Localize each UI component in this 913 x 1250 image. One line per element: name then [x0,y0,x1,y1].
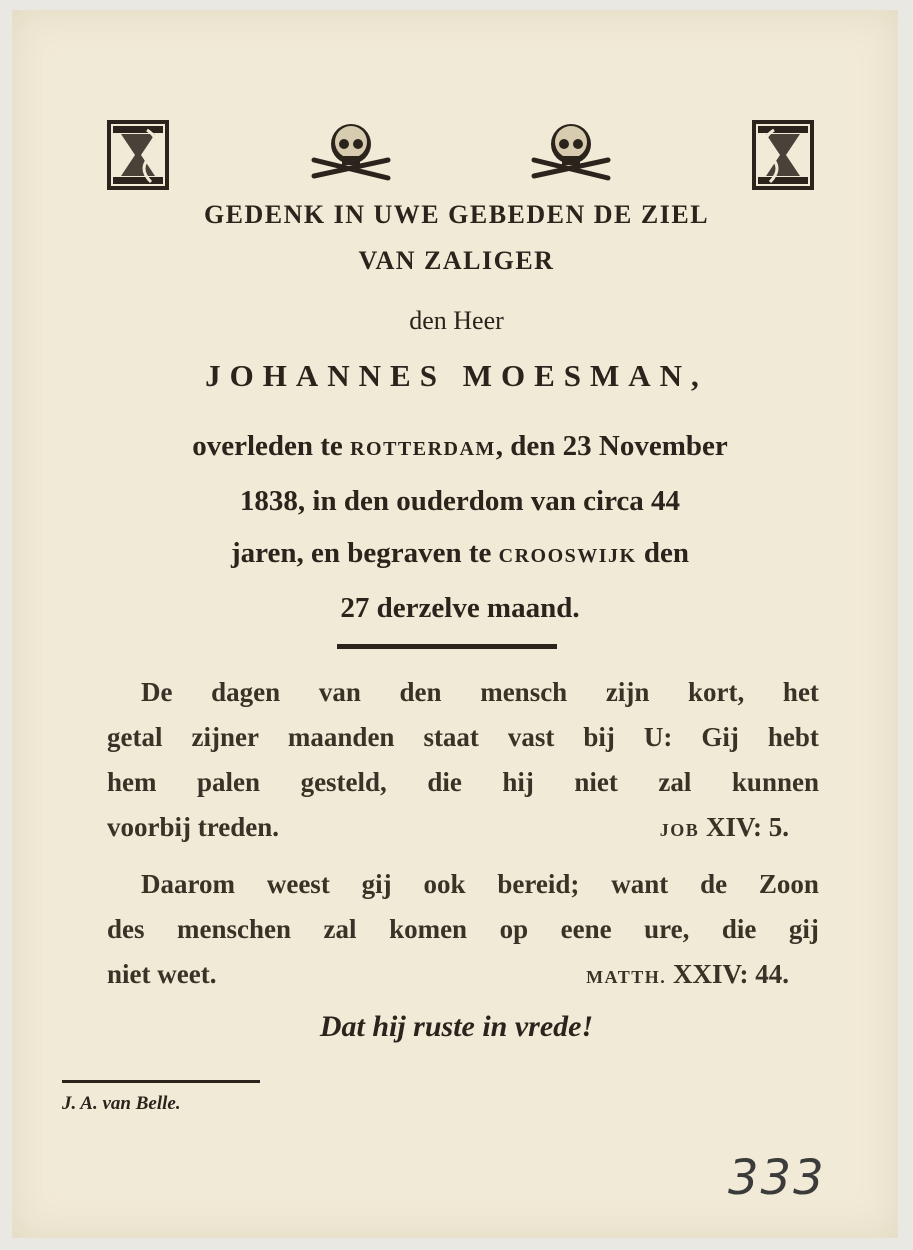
reference-book: MATTH. [586,967,667,987]
heading-line-2: VAN ZALIGER [358,246,555,275]
verse-word: De [141,677,173,707]
icon-row [0,120,913,192]
bio-line-3 [100,527,820,582]
verse-line [107,670,819,715]
verse-word: van [318,677,361,707]
scripture-reference [660,805,819,853]
verse-line [107,907,819,952]
verse-word: maanden [287,722,395,752]
verse-line [107,862,819,907]
skull-crossbones-icon [528,120,614,190]
skull-crossbones-icon [308,120,394,190]
verse-word: het [782,677,819,707]
reference-number: XIV: 5. [705,812,789,842]
bio-text: den [636,537,689,569]
biography [100,420,820,634]
scripture-verse-1 [107,670,819,853]
verse-word: weest [266,869,330,899]
place-of-death: ROTTERDAM [350,438,496,460]
verse-text: voorbij treden. [107,812,279,842]
verse-word: des [107,914,145,944]
heading-line-1: GEDENK IN UWE GEBEDEN DE ZIEL [203,200,710,229]
verse-word: staat [423,722,479,752]
bio-text: jaren, en begraven te [230,537,499,569]
verse-word: zijn [605,677,650,707]
verse-word: den [399,677,442,707]
verse-word: zal [658,767,692,797]
verse-text: niet weet. [107,959,217,989]
verse-word: op [499,914,529,944]
verse-word: die [427,767,462,797]
closing-prayer: Dat hij ruste in vrede! [319,1010,594,1043]
verse-word: kunnen [731,767,819,797]
verse-word: U: [643,722,673,752]
scripture-verse-2 [107,862,819,1000]
verse-word: gij [788,914,819,944]
verse-word: hem [107,767,157,797]
verse-word: want [611,869,669,899]
verse-word: mensch [480,677,568,707]
verse-line [107,715,819,760]
verse-word: bereid; [497,869,580,899]
verse-word: Zoon [758,869,819,899]
verse-word: niet [574,767,618,797]
reference-book: JOB [659,820,700,840]
verse-word: bij [583,722,615,752]
verse-word: palen [197,767,261,797]
burial-place: CROOSWIJK [498,545,637,567]
verse-word: Gij [701,722,739,752]
verse-word: dagen [211,677,281,707]
verse-word: eene [560,914,612,944]
printer-credit: J. A. van Belle. [62,1093,181,1114]
verse-word: kort, [688,677,745,707]
bio-text: overleden te [192,430,351,462]
verse-word: zal [323,914,357,944]
bio-line-1 [100,420,820,475]
verse-word: komen [389,914,468,944]
verse-word: Daarom [141,869,235,899]
verse-word: getal [107,722,163,752]
scripture-reference [586,952,819,1000]
verse-word: ook [423,869,466,899]
archive-number: 333 [728,1150,826,1206]
deceased-name: JOHANNES MOESMAN, [205,358,708,393]
verse-line [107,952,819,1000]
bio-line-4: 27 derzelve maand. [340,592,580,624]
verse-word: hij [502,767,534,797]
verse-word: vast [507,722,555,752]
verse-word: gij [361,869,392,899]
honorific: den Heer [409,306,504,335]
hourglass-icon [752,120,814,190]
divider [337,644,557,649]
verse-word: ure, [644,914,690,944]
verse-line [107,805,819,853]
verse-line [107,760,819,805]
bio-line-2: 1838, in den ouderdom van circa 44 [239,485,681,517]
verse-word: die [721,914,757,944]
verse-word: hebt [767,722,819,752]
verse-word: gesteld, [300,767,387,797]
printer-rule [62,1080,260,1083]
bio-text: , den 23 November [495,430,728,462]
verse-word: menschen [177,914,292,944]
reference-number: XXIV: 44. [672,959,789,989]
verse-word: zijner [191,722,259,752]
hourglass-icon [107,120,169,190]
verse-word: de [700,869,728,899]
